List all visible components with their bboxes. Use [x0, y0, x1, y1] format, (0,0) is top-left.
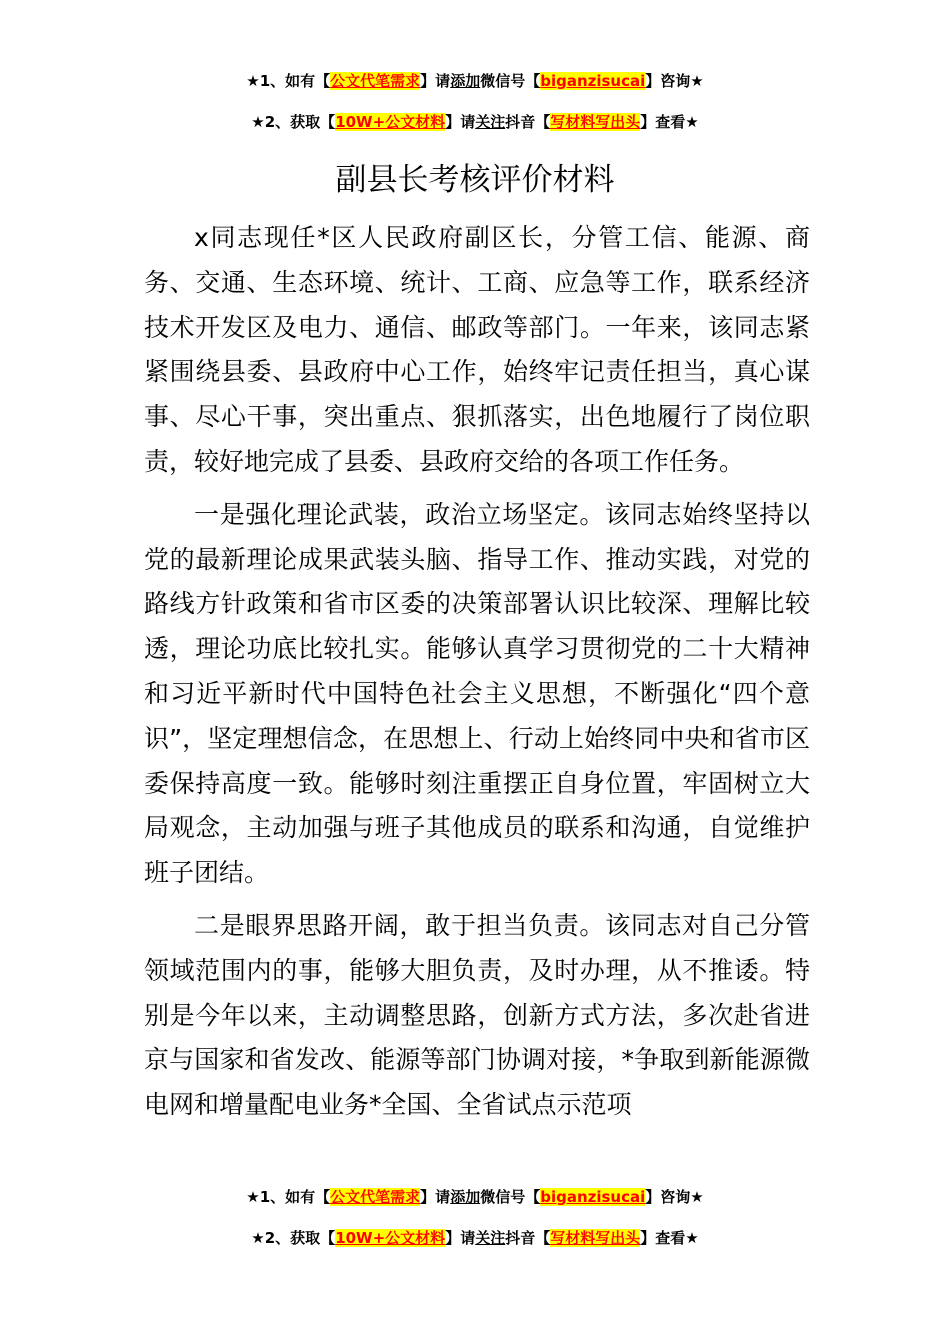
banner-suffix: 】咨询★ — [645, 72, 704, 90]
header-banner-line-1 — [0, 70, 950, 92]
banner-underline-word: 添加 — [450, 72, 481, 90]
banner-text: 抖音【 — [505, 113, 551, 131]
footer-banner-line-2 — [0, 1227, 950, 1249]
banner-prefix: ★2、获取【 — [251, 1229, 336, 1247]
document-title: 副县长考核评价材料 — [335, 162, 615, 198]
banner-highlight-wechat-id: biganzisucai — [540, 72, 646, 90]
banner-suffix: 】咨询★ — [645, 1188, 704, 1206]
banner-highlight-douyin-account: 写材料写出头 — [550, 1229, 641, 1247]
banner-highlight-materials: 10W+公文材料 — [335, 1229, 446, 1247]
document-body — [144, 216, 810, 1136]
banner-prefix: ★2、获取【 — [251, 113, 336, 131]
banner-prefix: ★1、如有【 — [246, 72, 331, 90]
paragraph-theory: 一是强化理论武装，政治立场坚定。该同志始终坚持以党的最新理论成果武装头脑、指导工作、推动实践，对党的路线方针政策和省市区委的决策部署认识比较深、理解比较透，理论功底比较扎实。能够认真学习贯彻党的二十大精神和习近平新时代中国特色社会主义思想，不断强化“四个意识”，坚定理想信念，在思想上、行动上始终同中央和省市区委保持高度一致。能够时刻注重摆正自身位置，牢固树立大局观念，主动加强与班子其他成员的联系和沟通，自觉维护班子团结。 — [144, 499, 810, 888]
banner-highlight-wechat-id: biganzisucai — [540, 1188, 646, 1206]
banner-underline-word: 添加 — [450, 1188, 481, 1206]
banner-underline-word: 关注 — [475, 1229, 506, 1247]
banner-highlight-materials: 10W+公文材料 — [335, 113, 446, 131]
banner-underline-word: 关注 — [475, 113, 506, 131]
banner-text: 抖音【 — [505, 1229, 551, 1247]
banner-highlight-douyin-account: 写材料写出头 — [550, 113, 641, 131]
banner-text: 】请 — [420, 72, 451, 90]
paragraph-responsibility: 二是眼界思路开阔，敢于担当负责。该同志对自己分管领域范围内的事，能够大胆负责，及时办理，从不推诿。特别是今年以来，主动调整思路，创新方式方法，多次赴省进京与国家和省发改、能源等部门协调对接，*争取到新能源微电网和增量配电业务*全国、全省试点示范项 — [144, 910, 810, 1120]
banner-text: 】请 — [445, 113, 476, 131]
banner-text: 】请 — [445, 1229, 476, 1247]
banner-prefix: ★1、如有【 — [246, 1188, 331, 1206]
banner-text: 】请 — [420, 1188, 451, 1206]
banner-text: 微信号【 — [480, 1188, 541, 1206]
banner-highlight-service: 公文代笔需求 — [330, 72, 421, 90]
banner-suffix: 】查看★ — [640, 1229, 699, 1247]
banner-text: 微信号【 — [480, 72, 541, 90]
banner-suffix: 】查看★ — [640, 113, 699, 131]
banner-highlight-service: 公文代笔需求 — [330, 1188, 421, 1206]
header-banner-line-2 — [0, 111, 950, 133]
paragraph-intro: x同志现任*区人民政府副区长，分管工信、能源、商务、交通、生态环境、统计、工商、应急等工作，联系经济技术开发区及电力、通信、邮政等部门。一年来，该同志紧紧围绕县委、县政府中心工作，始终牢记责任担当，真心谋事、尽心干事，突出重点、狠抓落实，出色地履行了岗位职责，较好地完成了县委、县政府交给的各项工作任务。 — [144, 223, 810, 476]
footer-banner-line-1 — [0, 1186, 950, 1208]
